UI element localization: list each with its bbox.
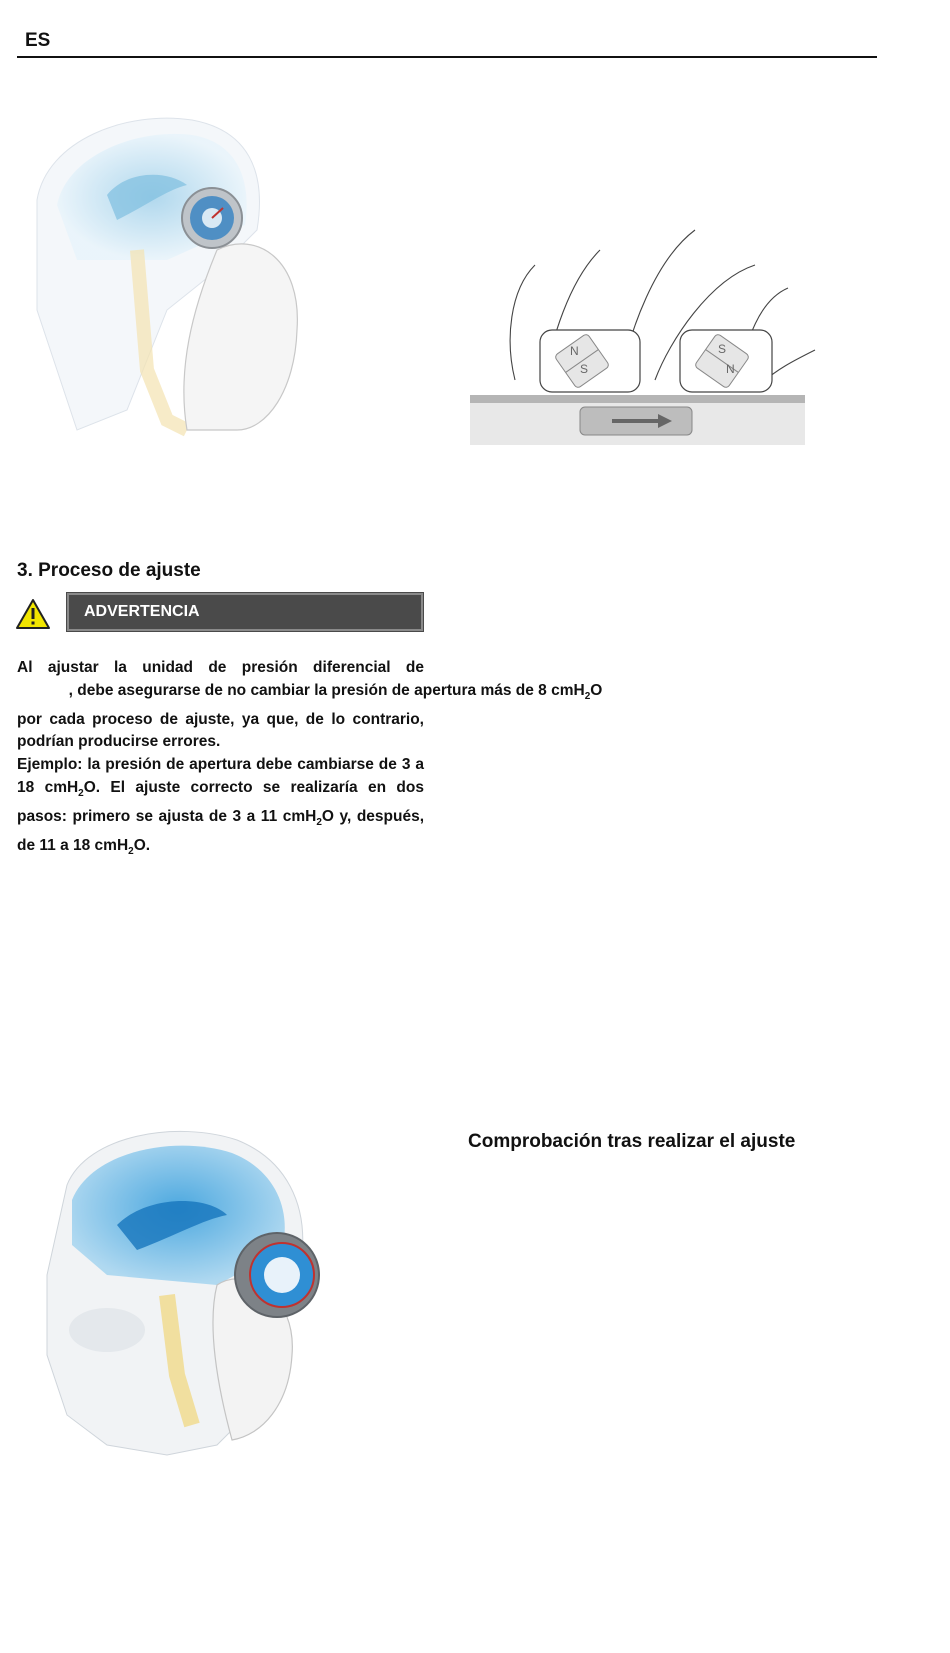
magnet-label-n-right: N (726, 362, 735, 376)
header-rule (17, 56, 877, 58)
magnet-label-s-right: S (718, 342, 727, 356)
warning-triangle-icon (15, 598, 51, 630)
fingers-magnets-valve-illustration (470, 220, 820, 450)
section-title: 3. Proceso de ajuste (17, 560, 201, 581)
head-adjustment-tool-illustration (17, 110, 317, 450)
language-code: ES (25, 30, 51, 51)
warning-label: ADVERTENCIA (84, 603, 200, 620)
head-verification-tool-illustration (17, 1125, 347, 1465)
magnet-label-s-left: S (580, 362, 589, 376)
verification-title: Comprobación tras realizar el ajuste (468, 1131, 796, 1152)
warning-body (17, 657, 603, 864)
example-paragraph: Ejemplo: la presión de apertura debe cambiarse de 3 a 18 cmH$_2$O. El ajuste correcto se realizaría en dos pasos: primero se ajusta de 3 a 11 cmH$_2$O y, después, de 11 a 18 cmH$_2$O. (17, 756, 425, 857)
magnet-label-n-left: N (570, 344, 579, 358)
warning-banner (66, 592, 424, 632)
warning-paragraph-1: Al ajustar la unidad de presión diferencial de , debe asegurarse de no cambiar la presión de apertura más de 8 cmH$_2$O por cada proceso de ajuste, ya que, de lo contrario, podrían producirse errores. (17, 659, 603, 751)
